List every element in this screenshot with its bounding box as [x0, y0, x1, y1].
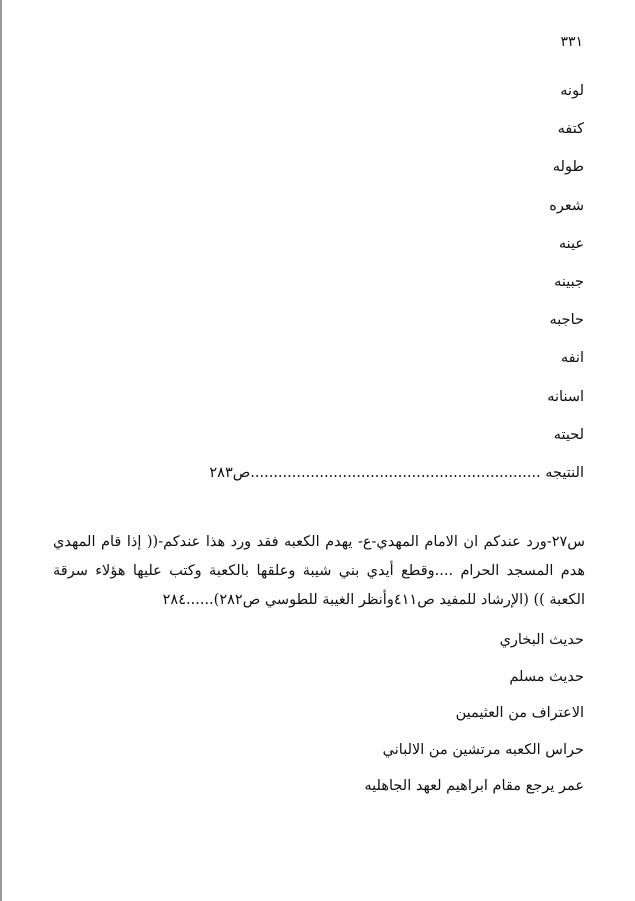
list-item: لحيته — [553, 426, 584, 443]
references-list — [44, 622, 584, 805]
list-item: شعره — [549, 197, 584, 214]
question-paragraph: س٢٧-ورد عندكم ان الامام المهدي-ع- يهدم الكعبه فقد ورد هذا عندكم-(( إذا قام المهدي هدم المسجد الحرام ....وقطع أيدي بني شيبة وعلقها بالكعبة وكتب عليها هؤلاء سرقة الكعبة )) (الإرشاد للمفيد ص٤١١وأنظر الغيبة للطوسي ص٢٨٢)......٢٨٤ — [53, 534, 585, 608]
result-label: النتيجه — [545, 464, 584, 481]
list-item: لونه — [560, 83, 584, 99]
result-page-ref: ص٢٨٣ — [209, 464, 251, 481]
result-dots: ............................................................... — [250, 464, 541, 481]
list-item: حاجبه — [549, 312, 584, 329]
result-line — [44, 454, 584, 492]
reference-item: حراس الكعبه مرتشين من الالباني — [382, 741, 584, 758]
list-item: كتفه — [557, 121, 584, 138]
reference-item: حديث مسلم — [509, 668, 584, 685]
list-item: جبينه — [554, 273, 584, 290]
page-left-border — [0, 0, 2, 901]
reference-item: عمر يرجع مقام ابراهيم لعهد الجاهليه — [364, 778, 584, 794]
attributes-list — [44, 72, 584, 492]
page-number: ٣٣١ — [560, 34, 583, 50]
reference-item: الاعتراف من العثيمين — [455, 705, 584, 721]
list-item: عينه — [558, 235, 584, 252]
reference-item: حديث البخاري — [499, 632, 584, 648]
list-item: طوله — [552, 159, 584, 176]
list-item: اسنانه — [547, 388, 584, 405]
list-item: انفه — [560, 350, 584, 367]
